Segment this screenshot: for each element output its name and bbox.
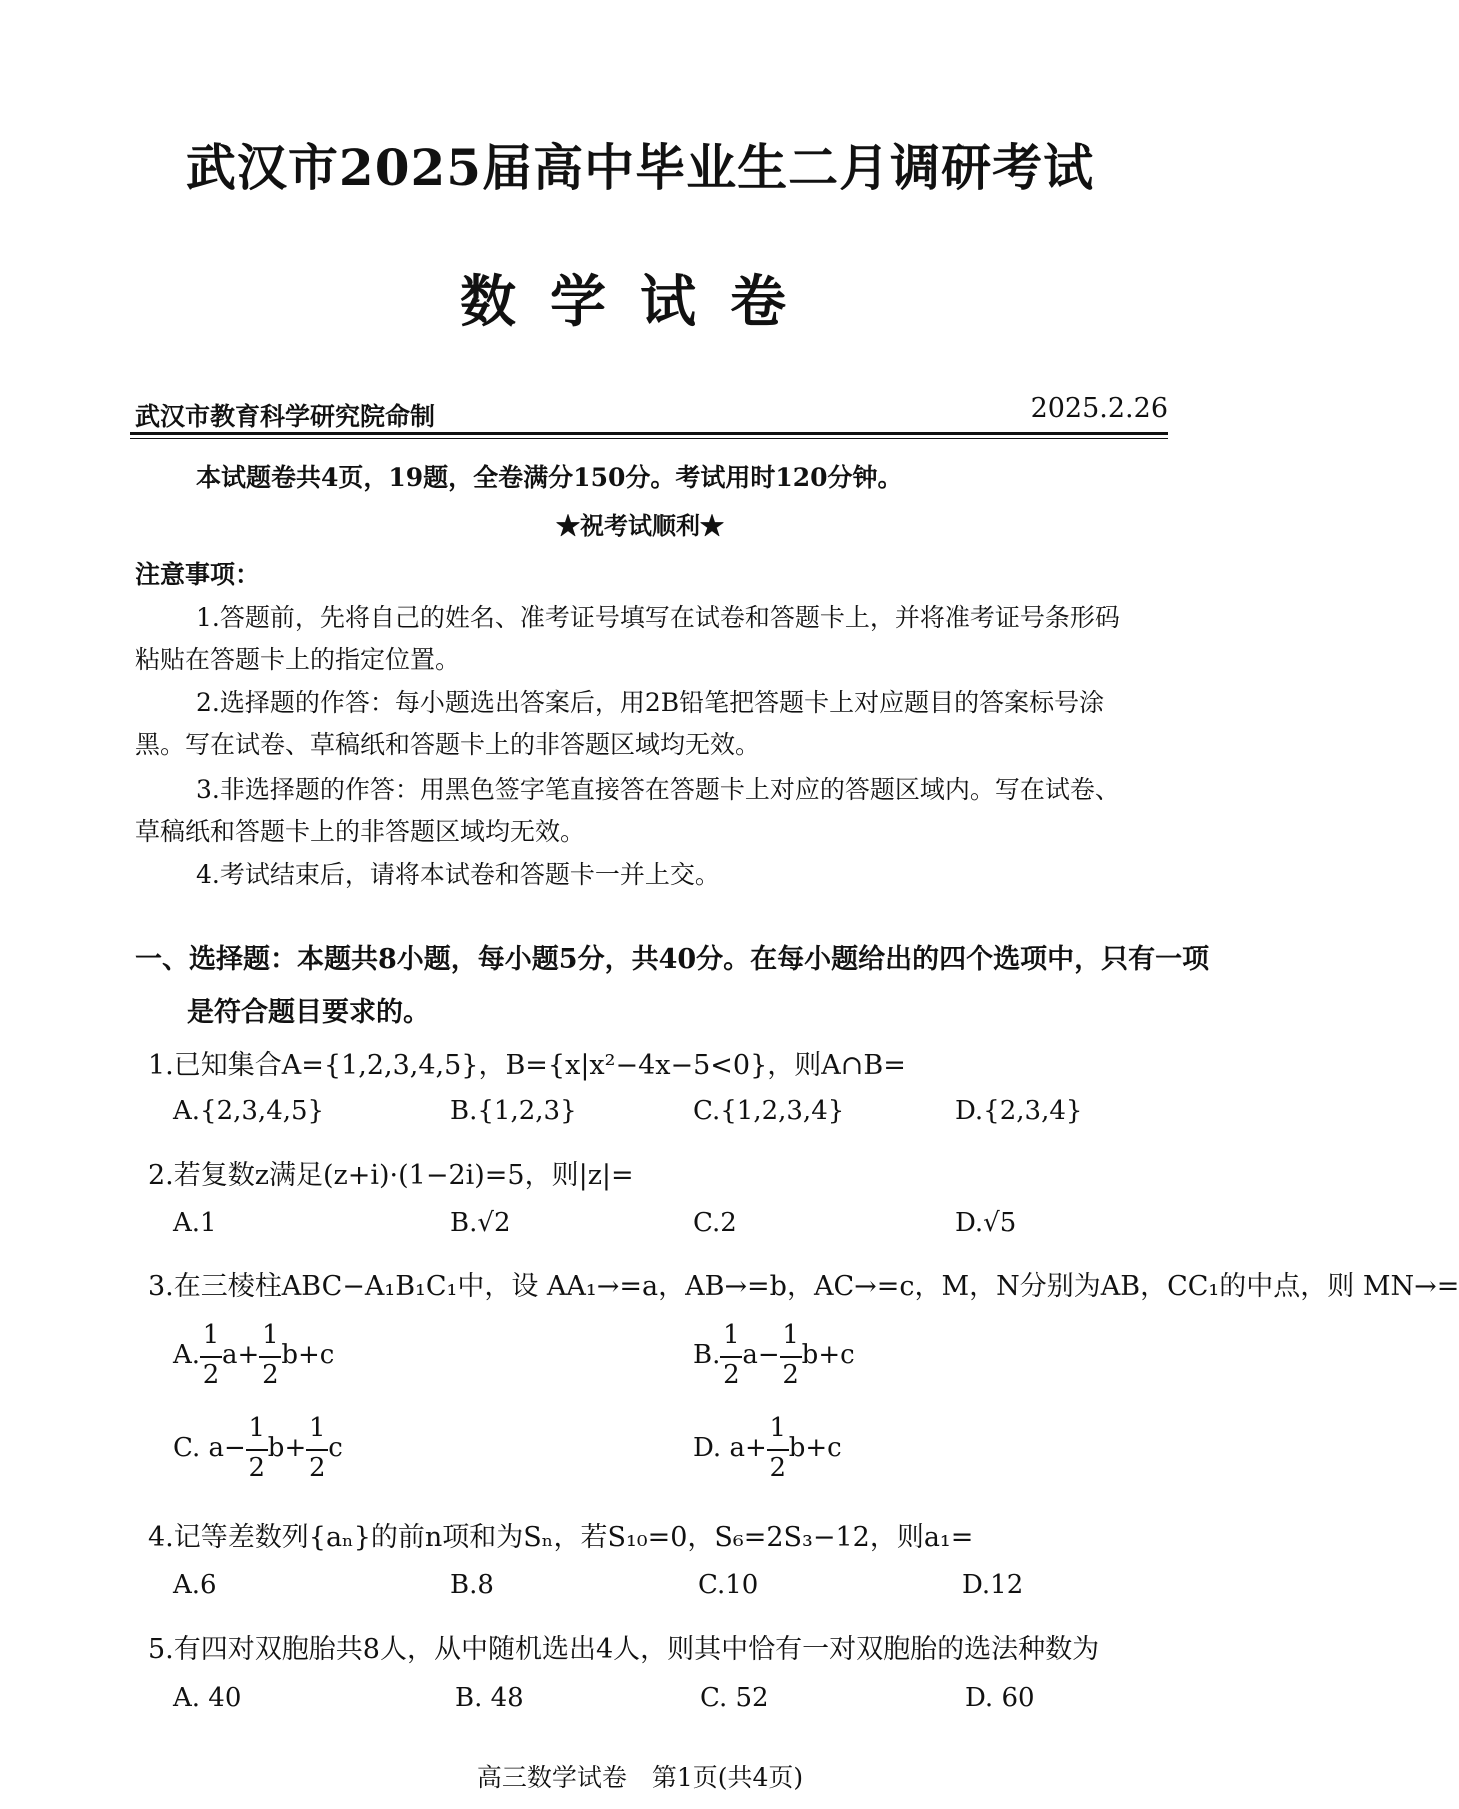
option-label: B. xyxy=(693,1340,721,1370)
question-5-stem: 5.有四对双胞胎共8人，从中随机选出4人，则其中恰有一对双胞胎的选法种数为 xyxy=(148,1634,1100,1665)
fraction-bar xyxy=(306,1449,328,1451)
header-rule-thin xyxy=(130,438,1168,439)
q5-option-d: D. 60 xyxy=(965,1683,1035,1713)
fraction xyxy=(259,1320,281,1392)
option-label: D. a+ xyxy=(693,1433,767,1463)
fraction xyxy=(246,1413,268,1485)
organization: 武汉市教育科学研究院命制 xyxy=(135,402,436,431)
fraction-denominator: 2 xyxy=(308,1453,326,1483)
fraction-numerator: 1 xyxy=(262,1320,279,1350)
q2-option-a: A.1 xyxy=(173,1208,217,1238)
fraction-numerator: 1 xyxy=(202,1320,220,1350)
question-2-stem: 2.若复数z满足(z+i)·(1−2i)=5，则|z|= xyxy=(148,1160,634,1191)
option-term: b+ xyxy=(267,1433,307,1463)
fraction-bar xyxy=(767,1449,789,1451)
q5-option-c: C. 52 xyxy=(700,1683,769,1713)
option-term: b+c xyxy=(281,1340,335,1370)
q3-option-a xyxy=(173,1320,334,1392)
header-rule-thick xyxy=(130,432,1168,435)
fraction-numerator: 1 xyxy=(248,1413,266,1443)
fraction-denominator: 2 xyxy=(769,1453,786,1483)
exam-subtitle: 数学试卷 xyxy=(460,269,820,335)
exam-info: 本试题卷共4页，19题，全卷满分150分。考试用时120分钟。 xyxy=(196,463,903,492)
fraction-denominator: 2 xyxy=(202,1360,220,1390)
fraction-denominator: 2 xyxy=(262,1360,279,1390)
fraction-denominator: 2 xyxy=(723,1360,740,1390)
q4-option-d: D.12 xyxy=(962,1570,1024,1600)
exam-date: 2025.2.26 xyxy=(1030,393,1168,424)
page-footer: 高三数学试卷 第1页(共4页) xyxy=(476,1763,804,1792)
notice-item: 粘贴在答题卡上的指定位置。 xyxy=(135,645,461,674)
fraction-bar xyxy=(720,1356,742,1358)
notice-item: 4.考试结束后，请将本试卷和答题卡一并上交。 xyxy=(196,860,720,889)
option-label: C. a− xyxy=(173,1433,246,1463)
fraction xyxy=(720,1320,742,1392)
fraction-bar xyxy=(780,1356,802,1358)
q5-option-a: A. 40 xyxy=(173,1683,242,1713)
fraction-denominator: 2 xyxy=(782,1360,799,1390)
notice-item: 1.答题前，先将自己的姓名、准考证号填写在试卷和答题卡上，并将准考证号条形码 xyxy=(196,603,1120,632)
notice-item: 3.非选择题的作答：用黑色签字笔直接答在答题卡上对应的答题区域内。写在试卷、 xyxy=(196,775,1120,804)
q1-option-c: C.{1,2,3,4} xyxy=(693,1096,845,1126)
exam-title: 武汉市2025届高中毕业生二月调研考试 xyxy=(185,138,1095,197)
q1-option-d: D.{2,3,4} xyxy=(955,1096,1083,1126)
option-term: c xyxy=(328,1433,343,1463)
fraction-denominator: 2 xyxy=(248,1453,266,1483)
notice-item: 黑。写在试卷、草稿纸和答题卡上的非答题区域均无效。 xyxy=(135,730,761,759)
q4-option-b: B.8 xyxy=(450,1570,494,1600)
option-term: a+ xyxy=(222,1340,260,1370)
q4-option-a: A.6 xyxy=(173,1570,217,1600)
q5-option-b: B. 48 xyxy=(455,1683,524,1713)
q2-option-c: C.2 xyxy=(693,1208,737,1238)
fraction-numerator: 1 xyxy=(782,1320,799,1350)
option-term: a− xyxy=(742,1340,780,1370)
q1-option-a: A.{2,3,4,5} xyxy=(173,1096,325,1126)
fraction-bar xyxy=(259,1356,281,1358)
question-3-stem: 3.在三棱柱ABC−A₁B₁C₁中，设 AA₁→=a，AB→=b，AC→=c，M，N分别为AB，CC₁的中点，则 MN→= xyxy=(148,1271,1459,1302)
question-1-stem: 1.已知集合A={1,2,3,4,5}，B={x|x²−4x−5<0}，则A∩B= xyxy=(148,1050,906,1081)
option-term: b+c xyxy=(788,1433,842,1463)
q1-option-b: B.{1,2,3} xyxy=(450,1096,577,1126)
section-heading: 一、选择题：本题共8小题，每小题5分，共40分。在每小题给出的四个选项中，只有一项 xyxy=(135,944,1210,975)
fraction xyxy=(200,1320,222,1392)
q4-option-c: C.10 xyxy=(698,1570,759,1600)
fraction xyxy=(306,1413,328,1485)
good-luck-banner: ★祝考试顺利★ xyxy=(556,511,724,540)
q3-option-b xyxy=(693,1320,855,1392)
notice-item: 草稿纸和答题卡上的非答题区域均无效。 xyxy=(135,817,586,846)
fraction-numerator: 1 xyxy=(723,1320,740,1350)
fraction-bar xyxy=(246,1449,268,1451)
notice-heading: 注意事项： xyxy=(135,560,261,589)
fraction xyxy=(767,1413,789,1485)
q3-option-c xyxy=(173,1413,343,1485)
notice-item: 2.选择题的作答：每小题选出答案后，用2B铅笔把答题卡上对应题目的答案标号涂 xyxy=(196,688,1105,717)
question-4-stem: 4.记等差数列{aₙ}的前n项和为Sₙ，若S₁₀=0，S₆=2S₃−12，则a₁= xyxy=(148,1522,974,1553)
fraction-numerator: 1 xyxy=(308,1413,326,1443)
q2-option-d: D.√5 xyxy=(955,1208,1017,1238)
option-label: A. xyxy=(173,1340,201,1370)
option-term: b+c xyxy=(801,1340,855,1370)
fraction-numerator: 1 xyxy=(769,1413,786,1443)
section-heading-cont: 是符合题目要求的。 xyxy=(187,997,430,1028)
fraction xyxy=(780,1320,802,1392)
fraction-bar xyxy=(200,1356,222,1358)
q2-option-b: B.√2 xyxy=(450,1208,511,1238)
q3-option-d xyxy=(693,1413,842,1485)
